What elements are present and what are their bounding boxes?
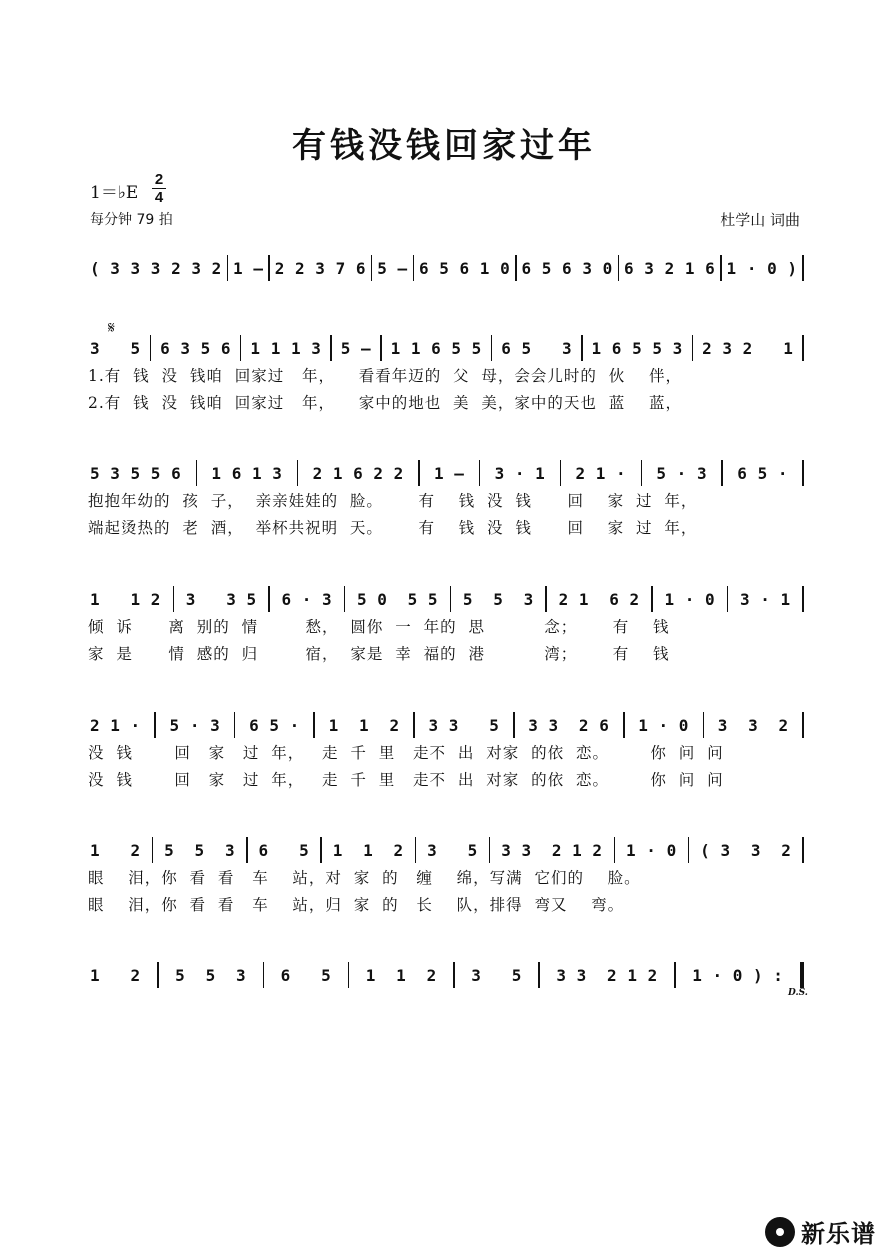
barline: [173, 586, 175, 612]
barline: [227, 255, 229, 281]
logo-text: 新乐谱: [801, 1220, 876, 1248]
barline: [196, 460, 198, 486]
notation-line: [88, 835, 804, 865]
barline: [154, 712, 156, 738]
barline: [413, 255, 415, 281]
measure: 1 · 0: [626, 840, 677, 860]
barline: [297, 460, 299, 486]
barline: [413, 712, 415, 738]
barline: [246, 837, 248, 863]
measure: 1 · 0: [638, 715, 689, 735]
barline: [614, 837, 616, 863]
measure: 1 1 2: [332, 840, 404, 860]
notation-line: [88, 458, 804, 488]
tempo-marking: 每分钟 79 拍: [90, 212, 173, 228]
barline: [380, 335, 382, 361]
barline: [721, 460, 723, 486]
lyric-line-verse-2: 家 是 情 感的 归 宿， 家是 幸 福的 港 湾； 有 钱: [88, 645, 670, 663]
barline: [234, 712, 236, 738]
system-2: [88, 333, 804, 417]
measure: 2 2 3 7 6: [274, 258, 366, 278]
barline: [618, 255, 620, 281]
notation-line: [88, 333, 804, 363]
barline: [157, 962, 159, 988]
final-barline: [800, 962, 804, 988]
system-4: [88, 584, 804, 668]
measure: 6 5 6 1 0: [419, 258, 511, 278]
measure: 2 1 6 2 2: [312, 463, 404, 483]
measure: 3 5: [471, 965, 522, 985]
time-signature-bottom: 4: [154, 189, 164, 206]
barline: [802, 255, 804, 281]
barline: [581, 335, 583, 361]
measure: 1 6 1 3: [211, 463, 283, 483]
barline: [545, 586, 547, 612]
dal-segno-mark: D.S.: [788, 988, 808, 998]
barline: [371, 255, 373, 281]
measure: 1 1 2: [328, 715, 400, 735]
measure: 6 5 ·: [249, 715, 300, 735]
system-3: [88, 458, 804, 542]
measure: 6 3 5 6: [160, 338, 232, 358]
barline: [489, 837, 491, 863]
barline: [320, 837, 322, 863]
measure: 6 5 6 3 0: [521, 258, 613, 278]
measure: 5 0 5 5: [356, 589, 439, 609]
measure: 1 · 0: [664, 589, 716, 609]
measure: 5 5 3: [175, 965, 247, 985]
notation-line: [88, 584, 804, 614]
measure: 1 1 2: [365, 965, 437, 985]
time-signature: [152, 172, 166, 205]
measure: 2 1 ·: [90, 715, 141, 735]
measure: 5 –: [340, 338, 372, 358]
measure: 6 · 3: [281, 589, 333, 609]
measure: ( 3 3 2: [700, 840, 792, 860]
barline: [641, 460, 643, 486]
measure: 5 · 3: [169, 715, 221, 735]
barline: [720, 255, 722, 281]
barline: [802, 712, 804, 738]
measure: 2 1 6 2: [558, 589, 640, 609]
measure: 6 5 3: [501, 338, 573, 358]
author-credit: 杜学山 词曲: [720, 211, 800, 229]
measure: 3 · 1: [739, 589, 791, 609]
measure: 1 2: [90, 965, 141, 985]
measure: 3 · 1: [494, 463, 546, 483]
measure: 5 5 3: [462, 589, 534, 609]
measure: 6 5 ·: [737, 463, 788, 483]
barline: [263, 962, 265, 988]
barline: [268, 255, 270, 281]
measure: 5 5 3: [164, 840, 236, 860]
measure: 2 1 ·: [575, 463, 627, 483]
measure: 3 3 2 6: [528, 715, 610, 735]
barline: [802, 335, 804, 361]
measure: 1 –: [233, 258, 264, 278]
barline: [802, 837, 804, 863]
measure: 1 1 6 5 5: [390, 338, 482, 358]
barline: [150, 335, 152, 361]
system-5: [88, 710, 804, 794]
lyric-line-verse-1: 1.有 钱 没 钱咱 回家过 年， 看看年迈的 父 母，会会儿时的 伙 伴，: [88, 367, 682, 385]
measure: 5 · 3: [656, 463, 708, 483]
measure: 1 6 5 5 3: [591, 338, 683, 358]
barline: [344, 586, 346, 612]
measure: 3 5: [427, 840, 478, 860]
segno-icon: 𝄋: [108, 318, 115, 337]
barline: [348, 962, 350, 988]
notation-line: [88, 960, 804, 990]
barline: [727, 586, 729, 612]
measure: 1 2: [90, 840, 141, 860]
barline: [802, 460, 804, 486]
song-title: 有钱没钱回家过年: [292, 126, 596, 166]
system-6: [88, 835, 804, 919]
notation-line: [88, 253, 804, 283]
barline: [560, 460, 562, 486]
lyric-line-verse-2: 2.有 钱 没 钱咱 回家过 年， 家中的地也 美 美，家中的天也 蓝 蓝，: [88, 394, 682, 412]
barline: [674, 962, 676, 988]
vinyl-disc-icon: [765, 1217, 795, 1247]
barline: [688, 837, 690, 863]
barline: [651, 586, 653, 612]
measure: 1 1 1 3: [250, 338, 322, 358]
lyric-line-verse-1: 倾 诉 离 别的 情 愁， 圆你 一 年的 思 念； 有 钱: [88, 618, 670, 636]
measure: 3 3 2 1 2: [501, 840, 603, 860]
barline: [538, 962, 540, 988]
barline: [802, 586, 804, 612]
measure: 1 –: [434, 463, 465, 483]
measure: 5 –: [377, 258, 408, 278]
key-signature: 1＝♭E: [90, 183, 139, 203]
measure: 3 3 5: [185, 589, 257, 609]
system-7: [88, 960, 804, 990]
measure: 1 1 2: [90, 589, 161, 609]
time-signature-top: 2: [154, 171, 164, 188]
lyric-line-verse-2: 没 钱 回 家 过 年， 走 千 里 走不 出 对家 的依 恋。 你 问 问: [88, 771, 724, 789]
notation-line: [88, 710, 804, 740]
measure: 3 3 2: [717, 715, 789, 735]
measure: 3 5: [90, 338, 141, 358]
measure: 5 3 5 5 6: [90, 463, 182, 483]
barline: [240, 335, 242, 361]
barline: [313, 712, 315, 738]
system-1: [88, 253, 804, 283]
measure: 6 5: [280, 965, 332, 985]
barline: [513, 712, 515, 738]
measure: 1 · 0 ) :: [692, 965, 784, 985]
lyric-line-verse-2: 眼 泪，你 看 看 车 站，归 家 的 长 队，排得 弯又 弯。: [88, 896, 625, 914]
barline: [450, 586, 452, 612]
measure: 6 3 2 1 6: [624, 258, 716, 278]
barline: [623, 712, 625, 738]
barline: [415, 837, 417, 863]
barline: [152, 837, 154, 863]
barline: [479, 460, 481, 486]
barline: [330, 335, 332, 361]
measure: 3 3 2 1 2: [556, 965, 658, 985]
lyric-line-verse-1: 眼 泪，你 看 看 车 站，对 家 的 缠 绵，写满 它们的 脸。: [88, 869, 641, 887]
measure: 2 3 2 1: [702, 338, 794, 358]
measure: 3 3 5: [428, 715, 500, 735]
lyric-line-verse-1: 没 钱 回 家 过 年， 走 千 里 走不 出 对家 的依 恋。 你 问 问: [88, 744, 724, 762]
barline: [703, 712, 705, 738]
barline: [515, 255, 517, 281]
barline: [418, 460, 420, 486]
barline: [268, 586, 270, 612]
lyric-line-verse-2: 端起烫热的 老 酒， 举杯共祝明 天。 有 钱 没 钱 回 家 过 年，: [88, 519, 698, 537]
measure: ( 3 3 3 2 3 2: [90, 258, 222, 278]
barline: [453, 962, 455, 988]
measure: 1 · 0 ): [726, 258, 798, 278]
measure: 6 5: [258, 840, 310, 860]
lyric-line-verse-1: 抱抱年幼的 孩 子， 亲亲娃娃的 脸。 有 钱 没 钱 回 家 过 年，: [88, 492, 698, 510]
barline: [491, 335, 493, 361]
site-logo: [765, 1214, 876, 1249]
barline: [692, 335, 694, 361]
